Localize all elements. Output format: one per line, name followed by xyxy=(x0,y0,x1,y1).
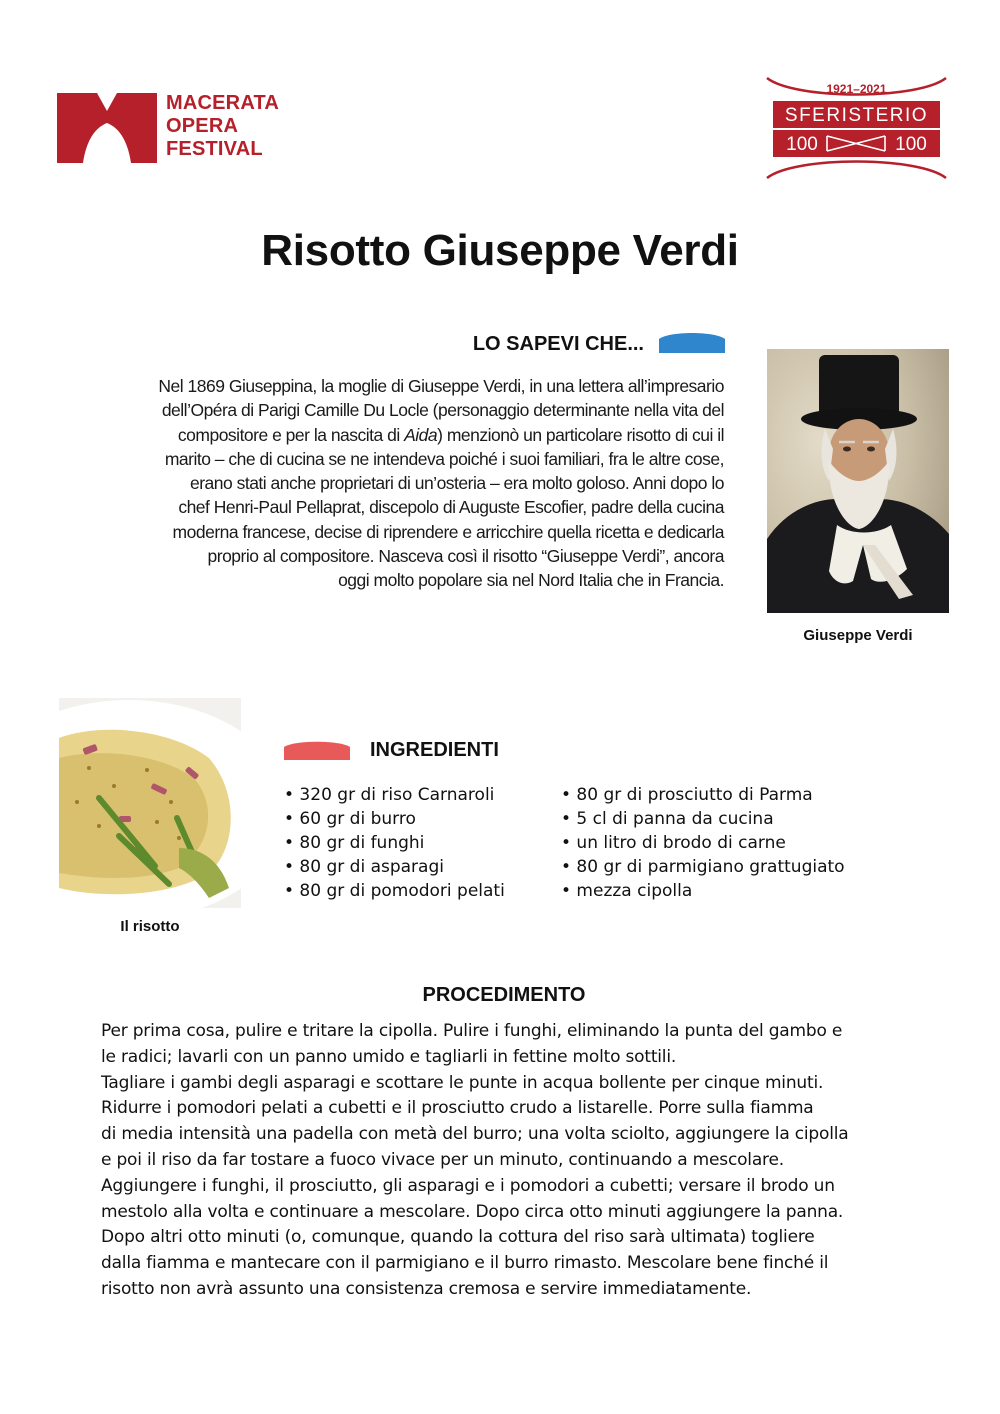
risotto-caption: Il risotto xyxy=(120,918,180,935)
logo-line-1: MACERATA xyxy=(166,92,280,114)
ingredient-item: • 80 gr di asparagi xyxy=(284,857,444,877)
procedimento-line: Ridurre i pomodori pelati a cubetti e il prosciutto crudo a listarelle. Porre sulla fiamma xyxy=(101,1098,814,1119)
lo-sapevi-line: erano stati anche proprietari di un’osteria – era molto goloso. Anni dopo lo xyxy=(189,473,724,494)
procedimento-line: di media intensità una padella con metà del burro; una volta sciolto, aggiungere la cipolla xyxy=(101,1124,849,1145)
lo-sapevi-line xyxy=(80,423,724,447)
lo-sapevi-fragment: compositore e per la nascita di xyxy=(177,424,405,445)
sferisterio-centenary-logo xyxy=(765,74,948,182)
lo-sapevi-heading: LO SAPEVI CHE... xyxy=(472,333,644,355)
ingredient-item: • mezza cipolla xyxy=(561,881,693,901)
sferisterio-number-left: 100 xyxy=(786,134,818,155)
ingredients-list-left xyxy=(284,783,505,903)
lo-sapevi-text xyxy=(80,374,724,593)
festival-logo-mark xyxy=(57,93,157,163)
giuseppe-verdi-portrait xyxy=(767,349,949,613)
procedimento-heading: PROCEDIMENTO xyxy=(422,984,586,1006)
ingredient-item: • un litro di brodo di carne xyxy=(561,833,786,853)
aida-title: Aida xyxy=(404,424,438,445)
lo-sapevi-line: proprio al compositore. Nasceva così il risotto “Giuseppe Verdi”, ancora xyxy=(207,546,724,567)
red-accent-shape xyxy=(284,739,350,760)
page-title: Risotto Giuseppe Verdi xyxy=(261,226,739,275)
ingredient-item: • 320 gr di riso Carnaroli xyxy=(284,785,495,805)
ingredients-list-right xyxy=(561,783,845,903)
procedimento-line: risotto non avrà assunto una consistenza cremosa e servire immediatamente. xyxy=(101,1278,752,1299)
procedimento-line: Dopo altri otto minuti (o, comunque, quando la cottura del riso sarà ultimata) togliere xyxy=(101,1227,815,1248)
verdi-caption: Giuseppe Verdi xyxy=(803,627,913,644)
lo-sapevi-line: Nel 1869 Giuseppina, la moglie di Giuseppe Verdi, in una lettera all’impresario xyxy=(158,376,724,396)
ingredient-item: • 80 gr di parmigiano grattugiato xyxy=(561,857,845,877)
ingredient-item: • 80 gr di pomodori pelati xyxy=(284,881,505,901)
ingredient-item: • 80 gr di funghi xyxy=(284,833,425,853)
procedimento-line: e poi il riso da far tostare a fuoco vivace per un minuto, continuando a mescolare. xyxy=(101,1149,784,1170)
procedimento-line: mestolo alla volta e continuare a mescolare. Dopo circa otto minuti aggiungere la panna. xyxy=(101,1201,844,1222)
procedimento-line: dalla fiamma e mantecare con il parmigiano e il burro rimasto. Mescolare bene finché il xyxy=(101,1253,829,1274)
procedimento-line: le radici; lavarli con un panno umido e tagliarli in fettine molto sottili. xyxy=(101,1046,677,1067)
lo-sapevi-line: chef Henri-Paul Pellaprat, discepolo di Auguste Escofier, padre della cucina xyxy=(178,497,724,518)
procedimento-line: Per prima cosa, pulire e tritare la cipolla. Pulire i funghi, eliminando la punta del gambo e xyxy=(101,1021,843,1041)
lo-sapevi-fragment: ) menzionò un particolare risotto di cui il xyxy=(437,424,724,445)
lo-sapevi-line: oggi molto popolare sia nel Nord Italia che in Francia. xyxy=(338,570,724,591)
risotto-photo xyxy=(59,698,241,908)
lo-sapevi-line: marito – che di cucina se ne intendeva poiché i suoi familiari, fra le altre cose, xyxy=(164,448,724,469)
logo-line-3: FESTIVAL xyxy=(166,138,263,160)
ingredient-item: • 60 gr di burro xyxy=(284,809,416,829)
sferisterio-number-right: 100 xyxy=(895,134,927,155)
logo-line-2: OPERA xyxy=(166,115,239,137)
sferisterio-years: 1921–2021 xyxy=(826,82,887,96)
procedimento-line: Aggiungere i funghi, il prosciutto, gli asparagi e i pomodori a cubetti; versare il brodo un xyxy=(101,1175,835,1196)
ingredienti-heading: INGREDIENTI xyxy=(370,739,499,761)
lo-sapevi-line: dell’Opéra di Parigi Camille Du Locle (personaggio determinante nella vita del xyxy=(161,400,724,421)
ingredient-item: • 80 gr di prosciutto di Parma xyxy=(561,785,813,805)
sferisterio-name: SFERISTERIO xyxy=(784,105,929,126)
festival-logo-wordmark xyxy=(166,92,279,161)
lo-sapevi-line: moderna francese, decise di riprendere e arricchire quella ricetta e dedicarla xyxy=(172,521,724,542)
procedimento-text xyxy=(101,1019,921,1303)
ingredient-item: • 5 cl di panna da cucina xyxy=(561,809,774,829)
procedimento-line: Tagliare i gambi degli asparagi e scottare le punte in acqua bollente per cinque minuti. xyxy=(101,1072,824,1093)
blue-accent-shape xyxy=(659,330,725,353)
